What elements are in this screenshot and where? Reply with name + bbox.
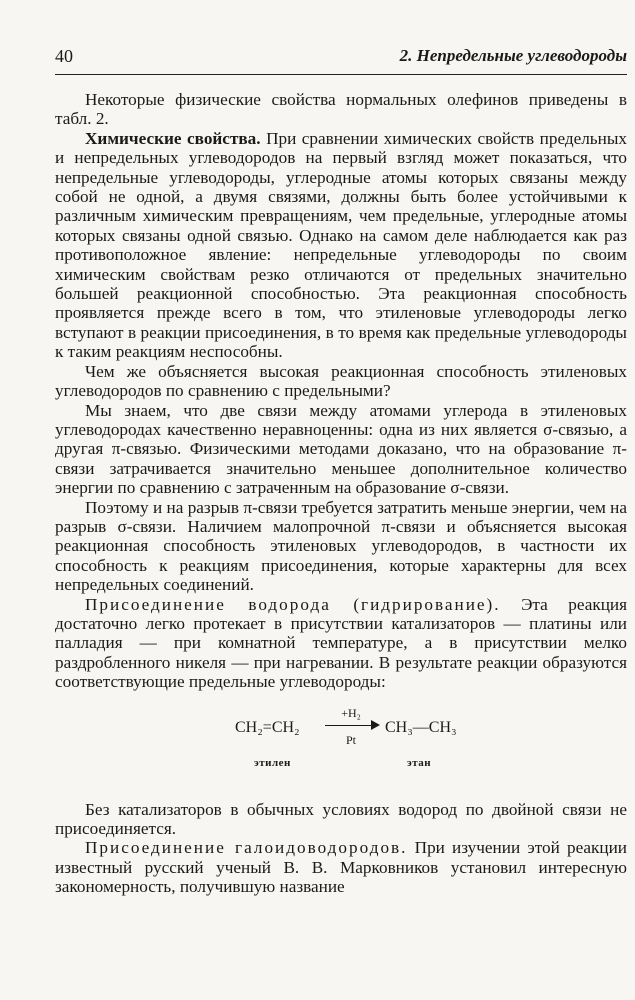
equation-product: CH₃—CH₃ [385, 718, 457, 736]
paragraph-text: При сравнении химических свойств предельных и непредельных углеводородов на первый взгляд может показаться, что непредельные углеводороды, углеродные атомы которых связаны между собой не одной, а двумя связями, должны быть более устойчивыми к различным химическим превращениям, чем предельные, углеродные атомы которых связаны одной связью. Однако на самом деле наблюдается как раз противоположное явление: непредельные углеводороды по своим химическим свойствам резко отличаются от предельных значительно большей реакционной способностью. Эта реакционная способность проявляется прежде всего в том, что этиленовые углеводороды легко вступают в реакции присоединения, в то время как предельные углеводороды к таким реакциям неспособны. [55, 128, 627, 362]
paragraph-no-catalyst: Без катализаторов в обычных условиях водород по двойной связи не присоединяется. [55, 799, 627, 838]
section-heading-hydrohalogenation: Присоединение галоидоводородов. [85, 838, 408, 858]
equation-reactant: CH₂=CH₂ [235, 718, 300, 736]
reaction-equation [55, 698, 627, 794]
section-heading-chemical-properties: Химические свойства. [85, 128, 261, 148]
paragraph-sigma-pi-bonds: Мы знаем, что две связи между атомами углерода в этиленовых углеводородах качественно неравноценны: одна из них является σ-связью, а другая π-связью. Физическими методами доказано, что на образование π-связи затрачивается значительно меньшее дополнительное количество энергии по сравнению с затраченным на образование σ-связи. [55, 400, 627, 498]
arrow-head-icon [371, 720, 380, 730]
arrow-reagent-above: +H₂ [341, 705, 361, 720]
reaction-arrow [321, 704, 381, 747]
caption-reactant: этилен [254, 756, 291, 769]
running-title: 2. Непредельные углеводороды [399, 46, 627, 65]
page-header [0, 0, 635, 90]
section-heading-hydrogenation: Присоединение водорода (гидрирование). [85, 594, 501, 614]
paragraph-pi-bond-rupture: Поэтому и на разрыв π-связи требуется затратить меньше энергии, чем на разрыв σ-связи. Наличием малопрочной π-связи и объясняется высокая реакционная способность этиленовых углеводородов, в частности их способность к реакциям присоединения, которые характерны для всех непредельных соединений. [55, 497, 627, 595]
paragraph-hydrogenation [55, 595, 627, 692]
arrow-catalyst-below: Pt [345, 732, 356, 747]
paragraph-hydrohalogenation [55, 838, 627, 896]
paragraph-question: Чем же объясняется высокая реакционная способность этиленовых углеводородов по сравнению с предельными? [55, 361, 627, 401]
paragraph-physical-properties: Некоторые физические свойства нормальных олефинов приведены в табл. 2. [55, 90, 627, 129]
paragraph-text: Эта реакция достаточно легко протекает в присутствии катализаторов — платины или палладия — при комнатной температуре, а в присутствии мелко раздробленного никеля — при нагревании. В результате реакции образуются соответствующие предельные углеводороды: [55, 594, 627, 692]
page-body [55, 90, 627, 897]
paragraph-chemical-properties [55, 129, 627, 362]
caption-product: этан [407, 756, 432, 769]
paragraph-text: При изучении этой реакции известный русский ученый В. В. Марковников установил интересную закономерность, получившую название [55, 838, 628, 897]
arrow-line [325, 725, 375, 726]
header-rule [55, 74, 627, 75]
page-number: 40 [55, 46, 73, 66]
